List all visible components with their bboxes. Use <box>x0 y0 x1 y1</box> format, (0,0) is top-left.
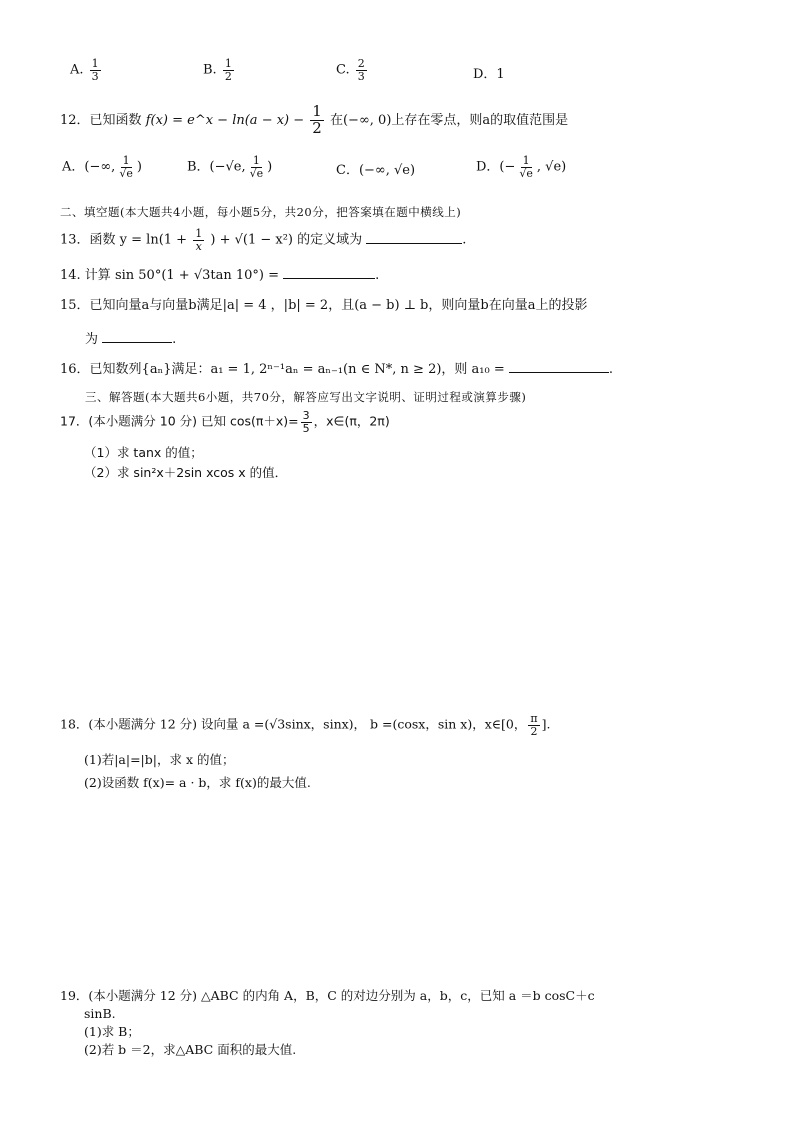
numerator: 3 <box>302 409 310 422</box>
question-text: 14. 计算 sin 50°(1 + √3tan 10°) = <box>60 268 279 283</box>
q11-option-a <box>70 58 103 82</box>
denominator: 5 <box>302 421 310 435</box>
question-text: ]. <box>541 716 551 732</box>
q17-part2: （2）求 sin²x＋2sin xcos x 的值． <box>84 465 288 480</box>
denominator: 2 <box>312 118 322 137</box>
section-heading-solve: 三、解答题(本大题共6小题，共70分，解答应写出文字说明、证明过程或演算步骤) <box>85 390 527 404</box>
fraction <box>117 155 135 179</box>
denominator: 2 <box>530 724 538 738</box>
fraction <box>517 155 535 179</box>
q19-line1: 19．(本小题满分 12 分) △ABC 的内角 A，B，C 的对边分别为 a，b，c，已知 a ＝b cosC＋c <box>60 988 595 1003</box>
numerator: 1 <box>122 154 130 167</box>
q17-part1: （1）求 tanx 的值； <box>84 445 203 460</box>
q18-part1: (1)若|a|=|b|，求 x 的值； <box>84 752 235 767</box>
section-heading-fill-in: 二、填空题(本大题共4小题，每小题5分，共20分，把答案填在题中横线上) <box>60 205 462 219</box>
q13 <box>60 228 466 252</box>
denominator: √e <box>519 166 533 180</box>
fraction <box>248 155 266 179</box>
denominator: x <box>195 239 202 253</box>
fraction <box>528 713 539 737</box>
denominator: √e <box>249 166 264 180</box>
option-close: ) <box>267 159 273 175</box>
option-close: , √e) <box>536 159 567 175</box>
q12-option-b <box>187 155 272 179</box>
numerator: 2 <box>357 57 365 70</box>
denominator: 2 <box>224 69 232 83</box>
numerator: 1 <box>252 154 260 167</box>
q11-option-c <box>336 58 369 82</box>
function-expression: f(x) = e^x − ln(a − x) − <box>145 112 305 128</box>
q11-option-d: D．1 <box>473 67 505 82</box>
period: . <box>375 268 380 283</box>
question-text: 16．已知数列{aₙ}满足：a₁ = 1, 2ⁿ⁻¹aₙ = aₙ₋₁(n ∈ N*, n ≥ 2)，则 a₁₀ = <box>60 362 505 377</box>
option-label: D．(− <box>476 159 516 175</box>
fraction <box>301 410 312 434</box>
denominator: √e <box>119 166 133 180</box>
option-label: B．(−√e, <box>187 159 246 175</box>
q12-option-c: C．(−∞, √e) <box>336 163 416 178</box>
period: . <box>462 232 467 248</box>
question-text: 为 <box>85 332 99 347</box>
option-label: A．(−∞, <box>62 159 116 175</box>
q18-stem <box>60 713 550 737</box>
option-close: ) <box>136 159 142 175</box>
question-text: 17．(本小题满分 10 分) 已知 cos(π＋x)= <box>60 413 299 429</box>
answer-blank[interactable] <box>102 330 172 343</box>
question-text: ，x∈(π，2π) <box>313 413 390 429</box>
q11-option-b <box>203 58 236 82</box>
option-label: C. <box>336 62 350 78</box>
question-number: 12．已知函数 <box>60 112 142 128</box>
question-text: ) + √(1 − x²) 的定义域为 <box>210 232 363 248</box>
q15-line2 <box>85 330 176 348</box>
answer-blank[interactable] <box>283 266 375 279</box>
fraction <box>90 58 101 82</box>
numerator: 1 <box>522 154 530 167</box>
q18-part2: (2)设函数 f(x)= a · b，求 f(x)的最大值. <box>84 775 311 790</box>
period: . <box>172 332 177 347</box>
answer-blank[interactable] <box>509 360 609 373</box>
question-tail: 在(−∞, 0)上存在零点，则a的取值范围是 <box>329 112 569 128</box>
question-text: 13．函数 y = ln(1 + <box>60 232 188 248</box>
numerator: 1 <box>312 102 322 120</box>
numerator: 1 <box>195 227 203 240</box>
numerator: 1 <box>224 57 232 70</box>
q19-part2: (2)若 b ＝2，求△ABC 面积的最大值. <box>84 1042 297 1057</box>
answer-blank[interactable] <box>366 231 462 244</box>
question-text: 18．(本小题满分 12 分) 设向量 a =(√3sinx，sinx)， b =(cosx，sin x)，x∈[0， <box>60 716 527 732</box>
fraction <box>193 228 204 252</box>
option-label: A. <box>70 62 84 78</box>
q19-part1: (1)求 B； <box>84 1024 140 1039</box>
denominator: 3 <box>91 69 99 83</box>
q16 <box>60 360 613 378</box>
fraction <box>310 104 324 137</box>
q17-stem <box>60 410 390 434</box>
period: . <box>608 362 614 377</box>
denominator: 3 <box>357 69 365 83</box>
numerator: 1 <box>91 57 99 70</box>
q12-option-a <box>62 155 142 179</box>
numerator: π <box>530 712 538 725</box>
q12-stem <box>60 104 568 137</box>
option-label: B. <box>203 62 217 78</box>
q19-line2: sinB. <box>84 1006 116 1021</box>
q14 <box>60 266 379 284</box>
fraction <box>356 58 367 82</box>
q12-option-d <box>476 155 566 179</box>
fraction <box>223 58 234 82</box>
q15-line1: 15．已知向量a与向量b满足|a| = 4 ，|b| = 2，且(a − b) ⊥ b，则向量b在向量a上的投影 <box>60 298 588 313</box>
